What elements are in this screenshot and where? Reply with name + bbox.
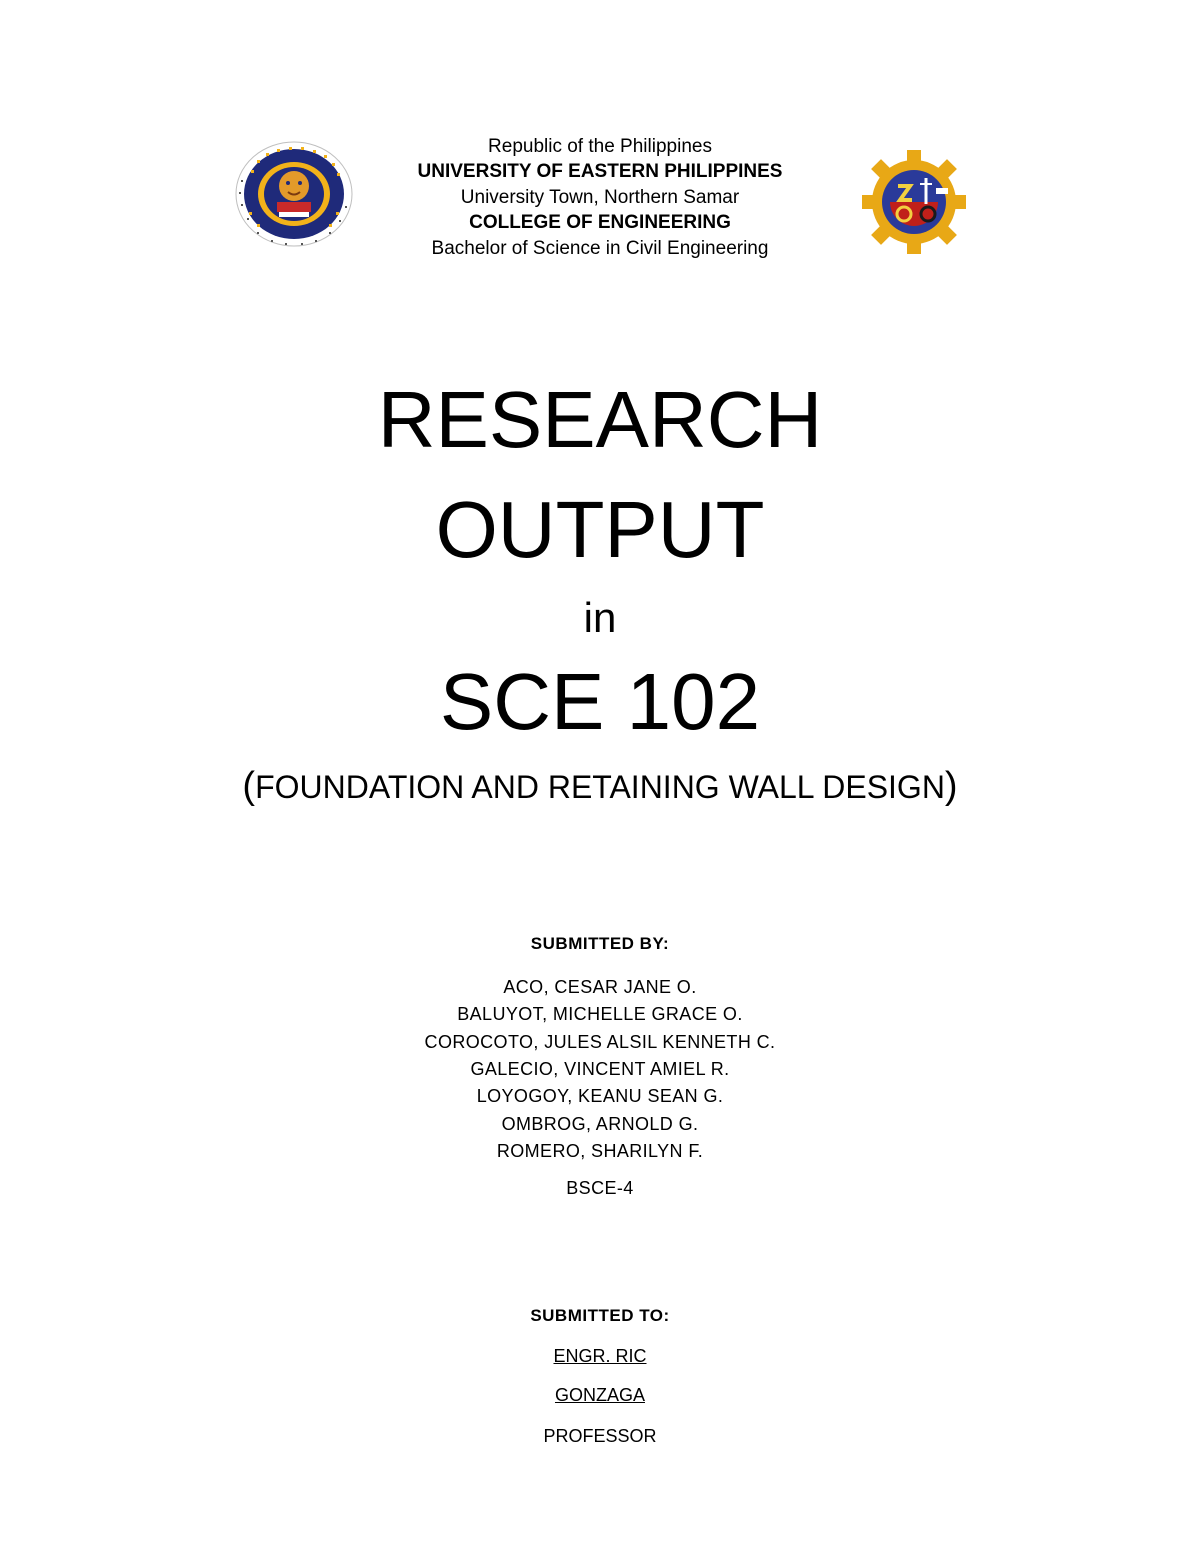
member-name: OMBROG, ARNOLD G. bbox=[501, 1114, 699, 1134]
member-name: BALUYOT, MICHELLE GRACE O. bbox=[457, 1004, 743, 1024]
professor-last-name: GONZAGA bbox=[554, 1385, 645, 1405]
university-location: University Town, Northern Samar bbox=[460, 187, 740, 208]
submitted-to-heading: SUBMITTED TO: bbox=[530, 1306, 670, 1325]
title-research: RESEARCH bbox=[377, 375, 823, 464]
member-name: LOYOGOY, KEANU SEAN G. bbox=[476, 1086, 724, 1106]
professor-name-line1 bbox=[0, 1345, 1200, 1367]
course-name: FOUNDATION AND RETAINING WALL DESIGN bbox=[255, 769, 945, 805]
college-name: COLLEGE OF ENGINEERING bbox=[469, 212, 731, 233]
submitted-by-heading: SUBMITTED BY: bbox=[530, 934, 670, 953]
university-name: UNIVERSITY OF EASTERN PHILIPPINES bbox=[417, 161, 783, 182]
member-name: GALECIO, VINCENT AMIEL R. bbox=[470, 1059, 730, 1079]
open-paren: ( bbox=[242, 765, 256, 807]
member-name: ACO, CESAR JANE O. bbox=[503, 977, 697, 997]
title-output: OUTPUT bbox=[435, 485, 765, 574]
professor-first-name: ENGR. RIC bbox=[553, 1346, 647, 1366]
course-code: SCE 102 bbox=[439, 657, 761, 746]
member-name: COROCOTO, JULES ALSIL KENNETH C. bbox=[424, 1032, 776, 1052]
republic-line: Republic of the Philippines bbox=[488, 136, 712, 157]
professor-role: PROFESSOR bbox=[543, 1426, 657, 1446]
professor-name-line2 bbox=[0, 1384, 1200, 1406]
member-name: ROMERO, SHARILYN F. bbox=[496, 1141, 704, 1161]
section-label: BSCE-4 bbox=[566, 1178, 634, 1198]
course-name-line bbox=[0, 766, 1200, 807]
title-in: in bbox=[583, 594, 617, 641]
program-name: Bachelor of Science in Civil Engineering bbox=[431, 238, 769, 259]
close-paren: ) bbox=[944, 765, 958, 807]
